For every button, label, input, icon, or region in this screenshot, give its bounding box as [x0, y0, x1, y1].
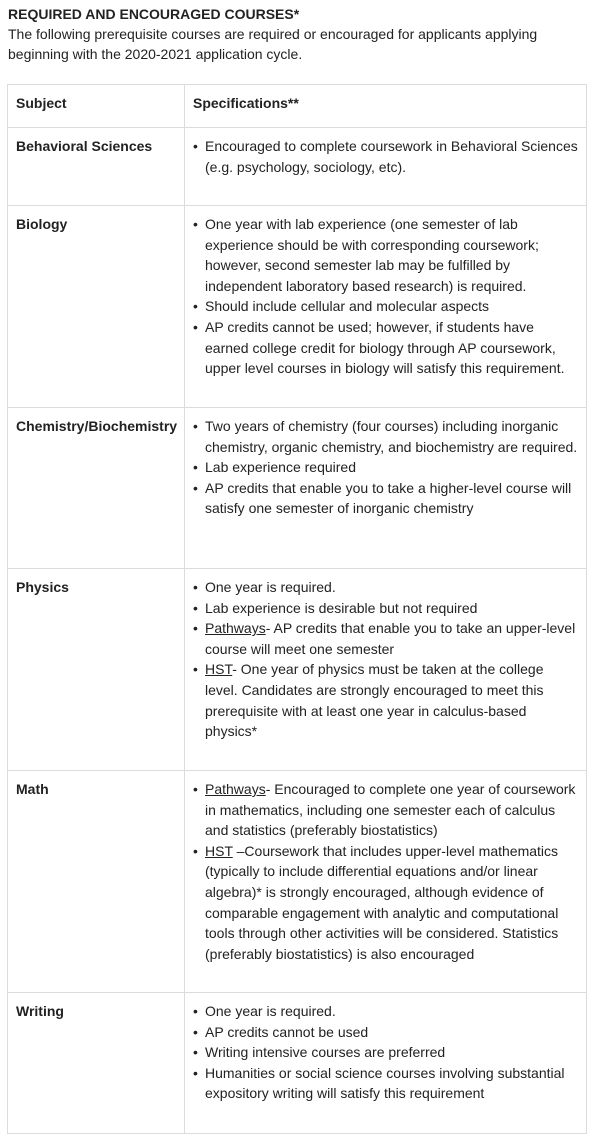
specifications-cell — [185, 569, 587, 771]
list-item — [193, 841, 578, 965]
bullet-icon: • — [193, 216, 198, 232]
specifications-list — [193, 214, 578, 379]
subject-cell: Biology — [8, 206, 185, 408]
bullet-icon: • — [193, 298, 198, 315]
list-item-text: AP credits that enable you to take a higher-level course will satisfy one semester of inorganic chemistry — [205, 479, 572, 517]
bullet-icon: • — [193, 479, 198, 496]
program-link[interactable]: HST — [205, 661, 233, 678]
list-item-text: Lab experience required — [205, 459, 356, 476]
subject-cell: Behavioral Sciences — [8, 128, 185, 206]
list-item — [193, 317, 578, 379]
table-body — [8, 128, 587, 1134]
subject-cell: Writing — [8, 993, 185, 1134]
table-row — [8, 128, 587, 206]
list-item-text: One year is required. — [205, 579, 336, 595]
subject-column-header: Subject — [8, 85, 185, 128]
bullet-icon: • — [193, 138, 198, 154]
list-item — [193, 1063, 578, 1104]
list-item-text: Encouraged to complete coursework in Behavioral Sciences (e.g. psychology, sociology, etc). — [205, 138, 578, 175]
table-row — [8, 206, 587, 408]
list-item — [193, 214, 578, 296]
bullet-icon: • — [193, 842, 198, 859]
list-item — [193, 779, 578, 841]
list-item-text: –Coursework that includes upper-level mathematics (typically to include differential equations and/or linear algebra)* is strongly encouraged, although evidence of comparable engagement with analytic and computational tools through other activities will be considered. Statistics (preferably biostatistics) is also encouraged — [205, 842, 559, 962]
list-item — [193, 478, 578, 519]
subject-cell: Physics — [8, 569, 185, 771]
bullet-icon: • — [193, 1023, 198, 1040]
program-link[interactable]: Pathways — [205, 620, 266, 637]
intro-text: The following prerequisite courses are required or encouraged for applicants applying beginning with the 2020-2021 application cycle. — [8, 26, 538, 62]
program-link[interactable]: HST — [205, 842, 233, 859]
specifications-cell — [185, 993, 587, 1134]
list-item-text: AP credits cannot be used; however, if students have earned college credit for biology through AP coursework, upper level courses in biology will satisfy this requirement. — [205, 318, 565, 377]
bullet-icon: • — [193, 1064, 198, 1081]
specifications-list — [193, 779, 578, 964]
bullet-icon: • — [193, 1003, 198, 1019]
specifications-cell — [185, 771, 587, 993]
specifications-list — [193, 1001, 578, 1104]
specifications-list — [193, 136, 578, 177]
table-row — [8, 993, 587, 1134]
specifications-list — [193, 577, 578, 742]
bullet-icon: • — [193, 579, 198, 595]
bullet-icon: • — [193, 318, 198, 335]
bullet-icon: • — [193, 418, 198, 434]
list-item-text: - AP credits that enable you to take an upper-level course will meet one semester — [205, 620, 576, 657]
table-row — [8, 569, 587, 771]
list-item-text: Lab experience is desirable but not required — [205, 599, 478, 616]
courses-table — [7, 84, 587, 1134]
list-item-text: One year with lab experience (one semester of lab experience should be with corresponding coursework; however, second semester lab may be fulfilled by independent laboratory based research) is required. — [205, 216, 539, 294]
table-row — [8, 771, 587, 993]
specifications-cell — [185, 408, 587, 569]
list-item — [193, 416, 578, 457]
list-item — [193, 296, 578, 317]
list-item — [193, 659, 578, 741]
table-header-row — [8, 85, 587, 128]
bullet-icon: • — [193, 620, 198, 637]
table-row — [8, 408, 587, 569]
bullet-icon: • — [193, 459, 198, 476]
list-item-text: Two years of chemistry (four courses) including inorganic chemistry, organic chemistry, and biochemistry are required. — [205, 418, 578, 455]
bullet-icon: • — [193, 1044, 198, 1061]
subject-cell: Math — [8, 771, 185, 993]
subject-cell: Chemistry/Biochemistry — [8, 408, 185, 569]
specifications-list — [193, 416, 578, 519]
list-item — [193, 618, 578, 659]
list-item-text: Humanities or social science courses involving substantial expository writing will satisfy this requirement — [205, 1064, 565, 1102]
bullet-icon: • — [193, 599, 198, 616]
bullet-icon: • — [193, 781, 198, 797]
list-item — [193, 1001, 578, 1022]
heading-block — [8, 5, 588, 64]
list-item-text: Writing intensive courses are preferred — [205, 1044, 446, 1061]
bullet-icon: • — [193, 661, 198, 678]
list-item-text: AP credits cannot be used — [205, 1023, 369, 1040]
list-item-text: - One year of physics must be taken at the college level. Candidates are strongly encouraged to meet this prerequisite with at least one year in calculus-based physics* — [205, 661, 544, 740]
list-item — [193, 136, 578, 177]
list-item — [193, 598, 578, 619]
list-item-text: Should include cellular and molecular aspects — [205, 298, 490, 315]
program-link[interactable]: Pathways — [205, 781, 266, 797]
list-item — [193, 1022, 578, 1043]
specifications-column-header: Specifications** — [185, 85, 587, 128]
list-item-text: - Encouraged to complete one year of coursework in mathematics, including one semester each of calculus and statistics (preferably biostatistics) — [205, 781, 576, 839]
list-item — [193, 577, 578, 598]
specifications-cell — [185, 206, 587, 408]
page-title: REQUIRED AND ENCOURAGED COURSES* — [8, 6, 300, 22]
list-item — [193, 457, 578, 478]
list-item — [193, 1042, 578, 1063]
list-item-text: One year is required. — [205, 1003, 336, 1019]
specifications-cell — [185, 128, 587, 206]
